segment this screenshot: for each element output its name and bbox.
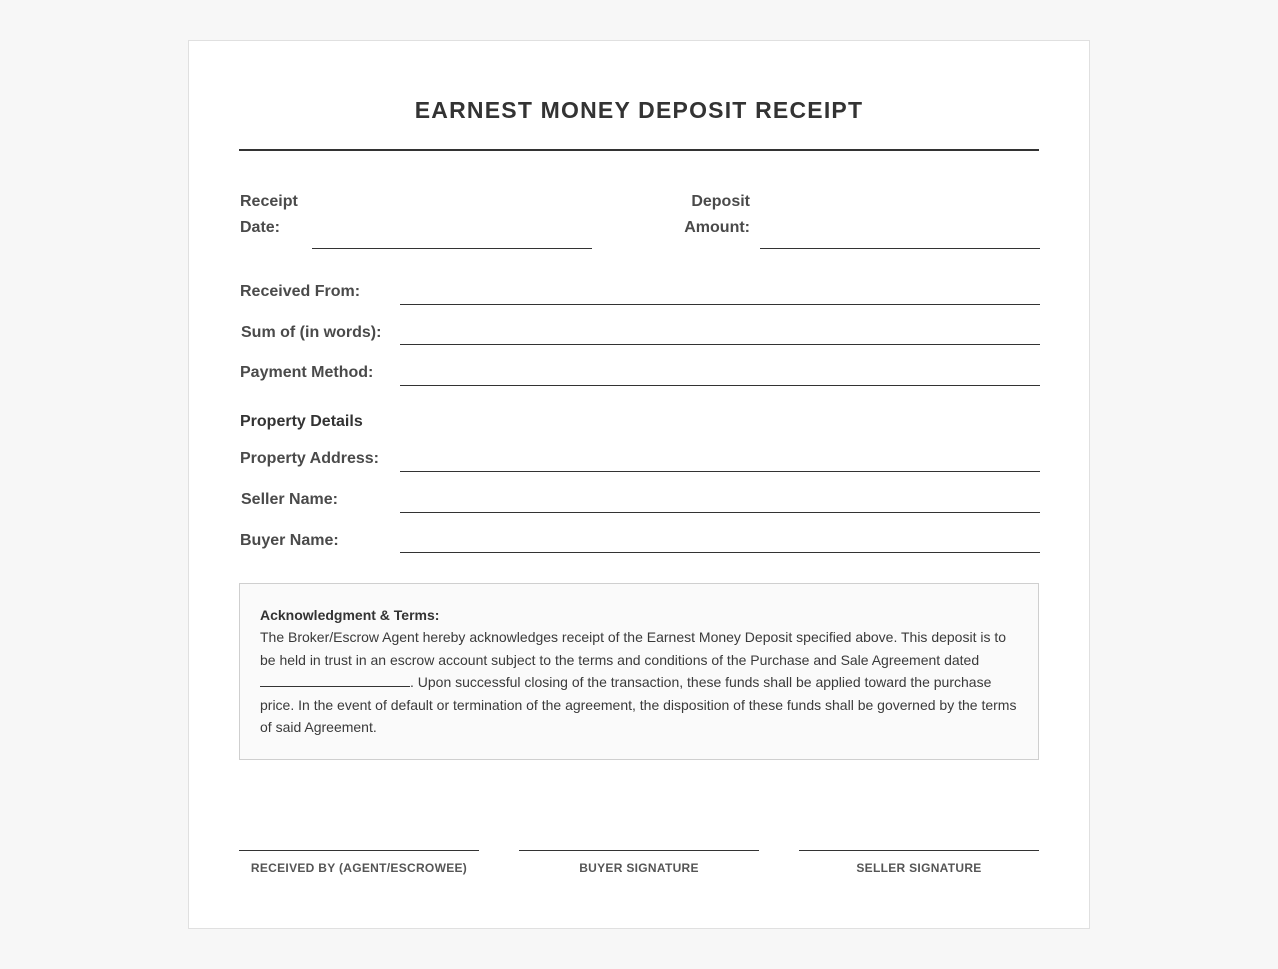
agent-signature-label: RECEIVED BY (AGENT/ESCROWEE) [250, 861, 468, 875]
document-title: EARNEST MONEY DEPOSIT RECEIPT [414, 97, 864, 123]
seller-signature-label: SELLER SIGNATURE [856, 861, 982, 875]
receipt-date-label [240, 189, 298, 241]
deposit-amount-label [680, 189, 750, 241]
receipt-date-field[interactable] [312, 248, 592, 249]
agent-signature-line[interactable] [239, 850, 479, 851]
buyer-signature-label: BUYER SIGNATURE [579, 861, 699, 875]
seller-name-label: Seller Name: [241, 491, 338, 508]
terms-text-part1: The Broker/Escrow Agent hereby acknowledges receipt of the Earnest Money Deposit specified above. This deposit is to be held in trust in an escrow account subject to the terms and conditions of the Purchase and Sale Agreement dated [260, 629, 1007, 668]
deposit-amount-label-line2: Amount: [684, 219, 750, 236]
property-address-field[interactable] [400, 471, 1040, 472]
receipt-date-label-line1: Receipt [240, 193, 298, 210]
property-details-heading: Property Details [240, 413, 363, 430]
received-from-field[interactable] [400, 304, 1040, 305]
receipt-document [188, 40, 1090, 929]
sum-in-words-field[interactable] [400, 344, 1040, 345]
buyer-name-label: Buyer Name: [240, 532, 339, 549]
seller-name-field[interactable] [400, 512, 1040, 513]
receipt-date-label-line2: Date: [240, 219, 281, 236]
deposit-amount-field[interactable] [760, 248, 1040, 249]
deposit-amount-label-line1: Deposit [691, 193, 750, 210]
property-address-label: Property Address: [240, 450, 379, 467]
sum-in-words-label: Sum of (in words): [241, 324, 382, 341]
seller-signature-line[interactable] [799, 850, 1039, 851]
agreement-date-field[interactable] [260, 673, 410, 687]
terms-box [239, 583, 1039, 760]
terms-heading: Acknowledgment & Terms: [260, 607, 440, 623]
payment-method-label: Payment Method: [240, 364, 374, 381]
payment-method-field[interactable] [400, 385, 1040, 386]
buyer-name-field[interactable] [400, 552, 1040, 553]
terms-text-part2: . Upon successful closing of the transaction, these funds shall be applied toward the purchase price. In the event of default or termination of the agreement, the disposition of these funds shall be governed by the terms of said Agreement. [260, 674, 1017, 736]
title-divider [239, 149, 1039, 151]
buyer-signature-line[interactable] [519, 850, 759, 851]
received-from-label: Received From: [240, 283, 361, 300]
